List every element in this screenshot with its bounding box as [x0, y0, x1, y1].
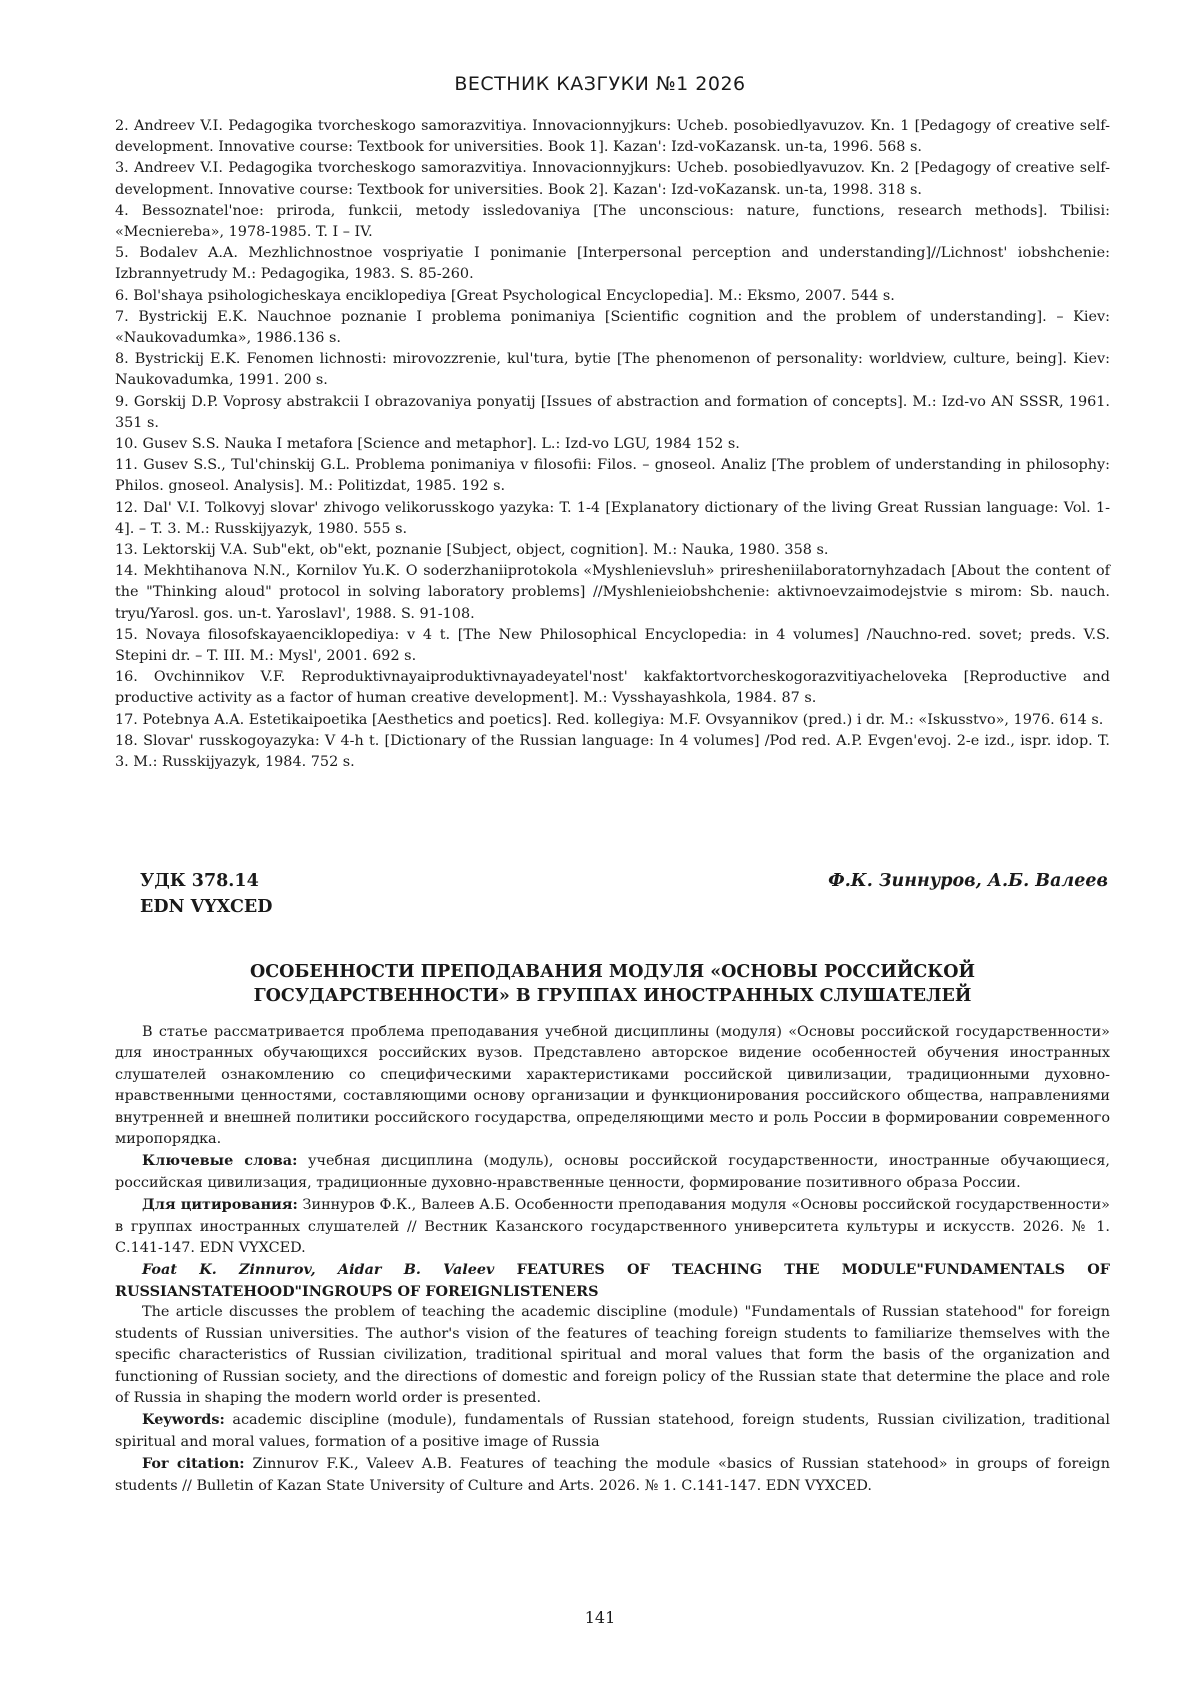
page-number: 141	[584, 1608, 616, 1627]
reference-item: 11. Gusev S.S., Tul'chinskij G.L. Problema ponimaniya v filosofii: Filos. – gnoseol. Analiz [The problem of understanding in philosophy: Philos. gnoseol. Analysis]. M.: Politizdat, 1985. 192 s.	[115, 457, 1110, 495]
reference-list	[115, 116, 1110, 773]
article-title	[115, 960, 1110, 1008]
journal-header: ВЕСТНИК КАЗГУКИ №1 2026	[454, 73, 746, 95]
reference-item: 18. Slovar' russkogoyazyka: V 4-h t. [Dictionary of the Russian language: In 4 volumes] /Pod red. A.P. Evgen'evoj. 2-e izd., ispr. idop. T. 3. M.: Russkijyazyk, 1984. 752 s.	[115, 732, 1110, 771]
keywords-ru-text: учебная дисциплина (модуль), основы российской государственности, иностранные обучающиеся, российская цивилизация, традиционные духовно-нравственные ценности, формирование позитивного образа России.	[115, 1153, 1111, 1191]
reference-item: 12. Dal' V.I. Tolkovyj slovar' zhivogo velikorusskogo yazyka: T. 1-4 [Explanatory dictionary of the living Great Russian language: Vol. 1-4]. – T. 3. M.: Russkijyazyk, 1980. 555 s.	[115, 499, 1110, 537]
citation-ru-label: Для цитирования:	[142, 1196, 298, 1214]
authors-en: Foat K. Zinnurov, Aidar B. Valeev	[142, 1261, 495, 1279]
abstract-en: The article discusses the problem of teaching the academic discipline (module) "Fundamentals of Russian statehood" for foreign students of Russian universities. The author's vision of the features of teaching foreign students to familiarize themselves with the specific characteristics of Russian civilization, traditional spiritual and moral values that form the basis of the organization and functioning of Russian society, and the directions of domestic and foreign policy of the Russian state that determine the place and role of Russia in shaping the modern world order is presented.	[115, 1304, 1110, 1406]
reference-item: 4. Bessoznatel'noe: priroda, funkcii, metody issledovaniya [The unconscious: nature, functions, research methods]. Tbilisi: «Mecniereba», 1978-1985. T. I – IV.	[115, 202, 1110, 241]
reference-item: 7. Bystrickij E.K. Nauchnoe poznanie I problema ponimaniya [Scientific cognition and the problem of understanding]. – Kiev: «Naukovadumka», 1986.136 s.	[115, 308, 1110, 347]
reference-item: 10. Gusev S.S. Nauka I metafora [Science and metaphor]. L.: Izd-vo LGU, 1984 152 s.	[115, 436, 740, 453]
reference-item: 17. Potebnya A.A. Estetikaipoetika [Aesthetics and poetics]. Red. kollegiya: M.F. Ovsyannikov (pred.) i dr. M.: «Iskusstvo», 1976. 614 s.	[115, 711, 1104, 728]
udk-edn-block	[140, 868, 272, 920]
keywords-en	[115, 1409, 1110, 1453]
citation-ru-text: Зиннуров Ф.К., Валеев А.Б. Особенности преподавания модуля «Основы российской государственности» в группах иностранных слушателей // Вестник Казанского государственного университета культуры и искусств. 2026. № 1. С.141-147. EDN VYXCED.	[115, 1197, 1110, 1257]
edn-code: EDN VYXCED	[140, 897, 273, 917]
english-title-line	[115, 1259, 1110, 1302]
citation-en-text: Zinnurov F.K., Valeev A.B. Features of teaching the module «basics of Russian statehood» in groups of foreign students // Bulletin of Kazan State University of Culture and Arts. 2026. № 1. С.141-147. EDN VYXCED.	[115, 1456, 1111, 1494]
reference-item: 5. Bodalev A.A. Mezhlichnostnoe vospriyatie I ponimanie [Interpersonal perception and understanding]//Lichnost' iobshchenie: Izbrannyetrudy M.: Pedagogika, 1983. S. 85-260.	[115, 245, 1110, 283]
reference-item: 9. Gorskij D.P. Voprosy abstrakcii I obrazovaniya ponyatij [Issues of abstraction and formation of concepts]. M.: Izd-vo AN SSSR, 1961. 351 s.	[115, 393, 1110, 431]
reference-item: 6. Bol'shaya psihologicheskaya enciklopediya [Great Psychological Encyclopedia]. M.: Eksmo, 2007. 544 s.	[115, 287, 895, 304]
article-title-line: ОСОБЕННОСТИ ПРЕПОДАВАНИЯ МОДУЛЯ «ОСНОВЫ РОССИЙСКОЙ	[250, 962, 975, 982]
citation-en-label: For citation:	[142, 1455, 245, 1473]
keywords-en-label: Keywords:	[142, 1411, 225, 1429]
citation-en	[115, 1453, 1110, 1497]
reference-item: 8. Bystrickij E.K. Fenomen lichnosti: mirovozzrenie, kul'tura, bytie [The phenomenon of personality: worldview, culture, being]. Kiev: Naukovadumka, 1991. 200 s.	[115, 351, 1110, 389]
article-authors: Ф.К. Зиннуров, А.Б. Валеев	[828, 871, 1108, 891]
article-title-line: ГОСУДАРСТВЕННОСТИ» В ГРУППАХ ИНОСТРАННЫХ СЛУШАТЕЛЕЙ	[253, 986, 972, 1006]
abstract-ru: В статье рассматривается проблема преподавания учебной дисциплины (модуля) «Основы российской государственности» для иностранных обучающихся российских вузов. Представлено авторское видение особенностей обучения иностранных слушателей ознакомлению со специфическими характеристиками российской цивилизации, традиционными духовно-нравственными ценностями, составляющими основу организации и функционирования российского общества, направлениями внутренней и внешней политики российского государства, определяющими место и роль России в формировании современного миропорядка.	[115, 1024, 1110, 1148]
reference-item: 2. Andreev V.I. Pedagogika tvorcheskogo samorazvitiya. Innovacionnyjkurs: Ucheb. posobiedlyavuzov. Kn. 1 [Pedagogy of creative self-development. Innovative course: Textbook for universities. Book 1]. Kazan': Izd-voKazansk. un-ta, 1996. 568 s.	[115, 118, 1110, 156]
udk-code: УДК 378.14	[140, 871, 259, 891]
article-body	[115, 1022, 1110, 1497]
keywords-en-text: academic discipline (module), fundamentals of Russian statehood, foreign students, Russian civilization, traditional spiritual and moral values, formation of a positive image of Russia	[115, 1412, 1110, 1450]
reference-item: 16. Ovchinnikov V.F. Reproduktivnayaiproduktivnayadeyatel'nost' kakfaktortvorcheskogorazvitiyacheloveka [Reproductive and productive activity as a factor of human creative development]. M.: Vysshayashkola, 1984. 87 s.	[115, 669, 1110, 707]
reference-item: 14. Mekhtihanova N.N., Kornilov Yu.K. O soderzhaniiprotokola «Myshlenievsluh» priresheniilaboratornyhzadach [About the content of the "Thinking aloud" protocol in solving laboratory problems] //Myshlenieiobshchenie: aktivnoevzaimodejstvie s mirom: Sb. nauch. tryu/Yarosl. gos. un-t. Yaroslavl', 1988. S. 91-108.	[115, 563, 1110, 622]
reference-item: 13. Lektorskij V.A. Sub"ekt, ob"ekt, poznanie [Subject, object, cognition]. M.: Nauka, 1980. 358 s.	[115, 542, 829, 559]
keywords-ru	[115, 1150, 1110, 1194]
keywords-ru-label: Ключевые слова:	[142, 1152, 298, 1170]
reference-item: 15. Novaya filosofskayaenciklopediya: v 4 t. [The New Philosophical Encyclopedia: in 4 volumes] /Nauchno-red. sovet; preds. V.S. Stepini dr. – T. III. M.: Mysl', 2001. 692 s.	[115, 626, 1110, 665]
citation-ru	[115, 1194, 1110, 1259]
reference-item: 3. Andreev V.I. Pedagogika tvorcheskogo samorazvitiya. Innovacionnyjkurs: Ucheb. posobiedlyavuzov. Kn. 2 [Pedagogy of creative self-development. Innovative course: Textbook for universities. Book 2]. Kazan': Izd-voKazansk. un-ta, 1998. 318 s.	[115, 160, 1110, 198]
title-en: FEATURES OF TEACHING THE MODULE"FUNDAMENTALS OF RUSSIANSTATEHOOD"INGROUPS OF FOREIGNLISTENERS	[115, 1261, 1110, 1300]
